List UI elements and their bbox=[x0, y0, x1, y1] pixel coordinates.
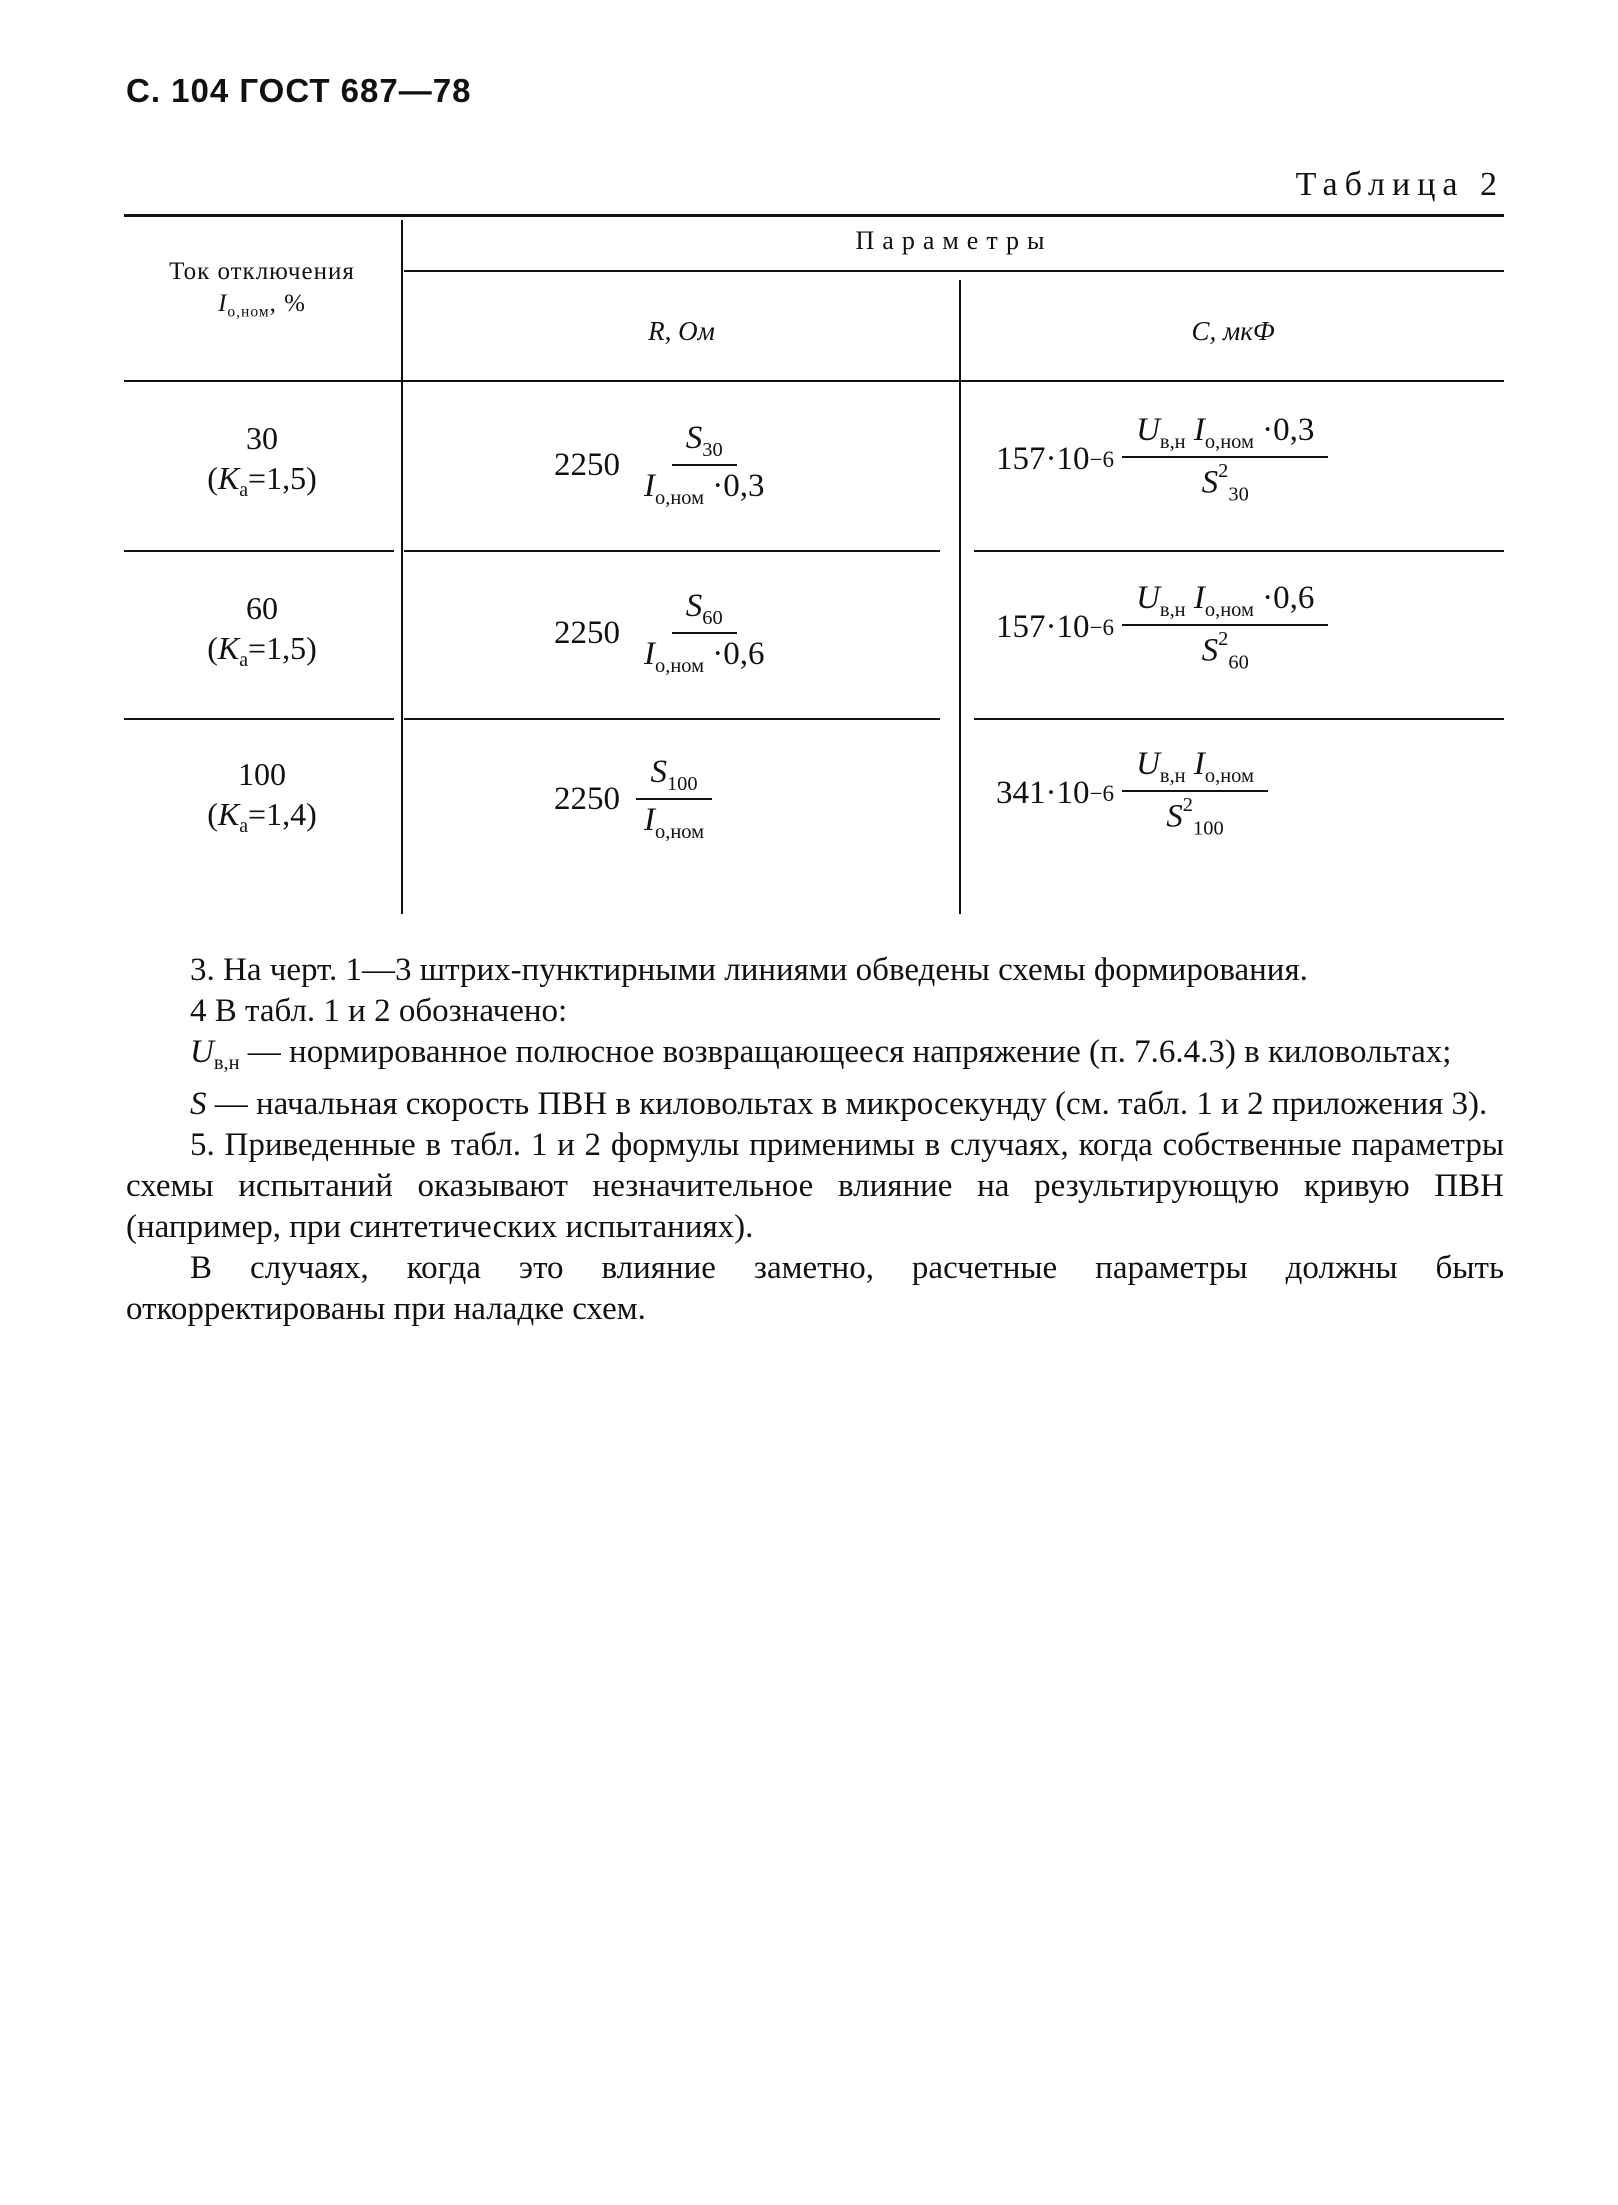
row1-label bbox=[124, 418, 400, 510]
row2-r-formula: 2250 $\frac{S_{60}}{I_{о,ном} \cdot 0,6}$ bbox=[554, 588, 765, 678]
table-title: Таблица 2 bbox=[1295, 166, 1504, 203]
row2-c-formula: 157·10 −6 $\frac{U_{в,н} I_{о,ном} \cdot 0,6}{S^2_{60}}$ bbox=[996, 580, 1328, 675]
row3-r-formula: 2250 $\frac{S_{100}}{I_{о,ном}}$ bbox=[554, 754, 718, 844]
row1-ka: $(K_а=1,5)$ bbox=[207, 460, 317, 501]
page-header: С. 104 ГОСТ 687—78 bbox=[126, 72, 472, 109]
note-5: 5. Приведенные в табл. 1 и 2 формулы применимы в случаях, когда собственные параметры схемы испытаний оказывают незначительное влияние на результирующую кривую ПВН (например, при синтетических испытаниях). bbox=[126, 1127, 1504, 1246]
current-subscript: о,ном bbox=[227, 303, 270, 321]
row2-rule-col3 bbox=[974, 718, 1504, 720]
column-header-r: R, Ом bbox=[648, 316, 715, 346]
row2-rule-col1 bbox=[124, 718, 394, 720]
row2-label bbox=[124, 588, 400, 680]
note-4-s-symbol: S bbox=[190, 1086, 207, 1123]
row1-c-formula: 157·10 −6 $\frac{U_{в,н} I_{о,ном} \cdot 0,3}{S^2_{30}}$ bbox=[996, 412, 1328, 507]
note-4-u-symbol: U bbox=[190, 1034, 214, 1070]
col-divider-2 bbox=[959, 280, 961, 914]
note-3: 3. На черт. 1—3 штрих-пунктирными линиями обведены схемы формирования. bbox=[190, 952, 1308, 988]
column-header-current-label: Ток отключения bbox=[169, 258, 355, 285]
note-4-u-text: — нормированное полюсное возвращающееся напряжение (п. 7.6.4.3) в киловольтах; bbox=[239, 1034, 1452, 1070]
notes bbox=[126, 950, 1504, 1330]
current-unit: % bbox=[284, 290, 306, 317]
column-header-current-symbol: $I_{о,ном}$, % bbox=[218, 290, 306, 321]
table-top-rule bbox=[124, 214, 1504, 217]
column-header-params: Параметры bbox=[855, 226, 1053, 255]
note-4-s bbox=[126, 1084, 1504, 1125]
row3-label bbox=[124, 754, 400, 846]
row2-percent: 60 bbox=[246, 590, 278, 626]
params-underline bbox=[404, 270, 1504, 272]
column-header-c: C, мкФ bbox=[1191, 316, 1275, 346]
row1-percent: 30 bbox=[246, 420, 278, 456]
row3-ka: $(K_а=1,4)$ bbox=[207, 796, 317, 837]
note-4-s-text: — начальная скорость ПВН в киловольтах в микросекунду (см. табл. 1 и 2 приложения 3). bbox=[206, 1086, 1488, 1123]
row2-ka: $(K_а=1,5)$ bbox=[207, 630, 317, 671]
note-4-u-sub: в,н bbox=[213, 1052, 240, 1075]
row1-rule-col1 bbox=[124, 550, 394, 552]
col-divider-1 bbox=[401, 220, 403, 914]
row2-rule-col2 bbox=[404, 718, 940, 720]
row3-c-formula: 341·10 −6 $\frac{U_{в,н} I_{о,ном}}{S^2_{100}}$ bbox=[996, 746, 1268, 841]
row1-rule-col3 bbox=[974, 550, 1504, 552]
note-4-intro: 4 В табл. 1 и 2 обозначено: bbox=[190, 993, 568, 1029]
row3-percent: 100 bbox=[238, 756, 286, 792]
row1-r-formula: 2250 $\frac{S_{30}}{I_{о,ном} \cdot 0,3}$ bbox=[554, 420, 765, 510]
note-6: В случаях, когда это влияние заметно, расчетные параметры должны быть откорректированы при наладке схем. bbox=[126, 1250, 1504, 1328]
note-4-u bbox=[126, 1032, 1504, 1084]
row1-rule-col2 bbox=[404, 550, 940, 552]
column-header-current bbox=[124, 258, 400, 321]
header-bottom-rule bbox=[124, 380, 1504, 382]
current-symbol: I bbox=[218, 290, 228, 317]
